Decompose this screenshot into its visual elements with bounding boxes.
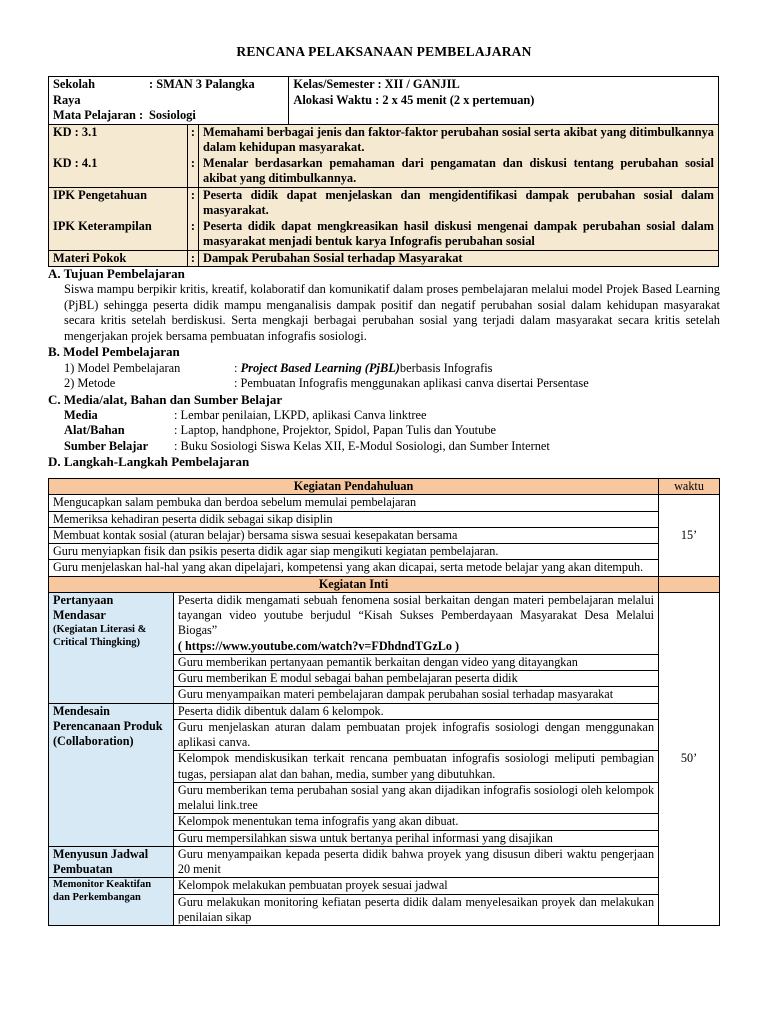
stage-memonitor: Memonitor Keaktifan dan Perkembangan	[49, 878, 174, 926]
inti-row: Guru menyampaikan kepada peserta didik bahwa proyek yang disusun diberi waktu pengerjaan 20 menit	[173, 846, 658, 878]
inti-waktu-blank	[659, 576, 720, 592]
ipk-colon-cell	[188, 187, 199, 250]
colon: :	[190, 124, 196, 139]
mapel-label: Mata Pelajaran :	[53, 108, 144, 122]
kd41-label: KD : 4.1	[53, 155, 98, 170]
inti-row-text: Peserta didik mengamati sebuah fenomena sosial berkaitan dengan materi pembelajaran melalui tayangan video youtube berjudul “Kisah Sukses Pemberdayaan Masyarakat Desa Melalui Biogas”	[177, 592, 655, 638]
kd31-text: Memahami berbagai jenis dan faktor-faktor perubahan sosial serta akibat yang ditimbulkannya dalam kehidupan masyarakat.	[203, 124, 714, 154]
model-row	[48, 361, 720, 377]
alokasi-text: Alokasi Waktu : 2 x 45 menit (2 x pertemuan)	[293, 92, 535, 107]
inti-row: Kelompok mendiskusikan terkait rencana pembuatan infografis sosiologi meliputi pembagian tugas, persiapan alat dan bahan, media, sumber yang dibutuhkan.	[173, 751, 658, 783]
metode-value: : Pembuatan Infografis menggunakan aplikasi canva disertai Persentase	[234, 376, 589, 390]
metode-label: 2) Metode	[64, 376, 116, 390]
section-d-heading: D. Langkah-Langkah Pembelajaran	[48, 454, 250, 470]
model-value: Project Based Learning (PjBL)	[240, 360, 400, 375]
inti-row: Peserta didik dibentuk dalam 6 kelompok.	[173, 703, 658, 719]
inti-head: Kegiatan Inti	[49, 576, 659, 592]
pendahuluan-row: Mengucapkan salam pembuka dan berdoa sebelum memulai pembelajaran	[49, 495, 659, 511]
inti-time: 50’	[659, 592, 720, 925]
class-cell	[289, 77, 719, 125]
inti-row: Guru mempersilahkan siswa untuk bertanya perihal informasi yang disajikan	[173, 830, 658, 846]
sekolah-label: Sekolah	[53, 77, 96, 91]
media-value: : Lembar penilaian, LKPD, aplikasi Canva linktree	[174, 407, 427, 422]
inti-row	[173, 592, 658, 654]
stage-mendesain: Mendesain Perencanaan Produk (Collaboration)	[49, 703, 174, 846]
materi-label: Materi Pokok	[49, 250, 188, 267]
pendahuluan-head: Kegiatan Pendahuluan	[49, 479, 659, 495]
inti-row: Guru memberikan pertanyaan pemantik berkaitan dengan video yang ditayangkan	[173, 654, 658, 670]
sections	[48, 266, 720, 471]
page-title: RENCANA PELAKSANAAN PEMBELAJARAN	[236, 44, 532, 59]
pendahuluan-row: Guru menjelaskan hal-hal yang akan dipelajari, kompetensi yang akan dicapai, serta metode belajar yang akan ditempuh.	[49, 560, 659, 576]
kd-label-cell	[49, 124, 188, 187]
materi-text: Dampak Perubahan Sosial terhadap Masyarakat	[199, 250, 719, 267]
mapel-value: Sosiologi	[149, 108, 196, 122]
sumber-value: : Buku Sosiologi Siswa Kelas XII, E-Modul Sosiologi, dan Sumber Internet	[174, 438, 550, 453]
kd-text-cell	[199, 124, 719, 187]
stage-pertanyaan	[49, 592, 174, 703]
inti-row: Guru menjelaskan aturan dalam pembuatan projek infografis sosiologi dengan menggunakan aplikasi canva.	[173, 719, 658, 751]
section-a-text: Siswa mampu berpikir kritis, kreatif, kolaboratif dan komunikatif dalam proses pembelajaran melalui model Projek Based Learning (PjBL) sehingga peserta didik mampu menganalisis dampak positif dan negatif perubahan sosial dalam kehidupan masyarakat secara kritis setelah berdiskusi. Serta mengkaji berbagai perubahan sosial yang terjadi dalam masyarakat secara kritis setelah mengerjakan projek bersama pembuatan infografis sosiologi.	[64, 282, 720, 343]
activities-table	[48, 478, 720, 926]
section-a-heading: A. Tujuan Pembelajaran	[48, 266, 185, 281]
pendahuluan-time: 15’	[659, 495, 720, 576]
metode-row	[48, 376, 720, 392]
alat-value: : Laptop, handphone, Projektor, Spidol, Papan Tulis dan Youtube	[174, 423, 497, 438]
alat-row	[48, 423, 720, 439]
sumber-label: Sumber Belajar	[64, 438, 149, 453]
model-label: 1) Model Pembelajaran	[64, 360, 181, 375]
alat-label: Alat/Bahan	[64, 423, 125, 438]
school-cell	[49, 77, 289, 125]
colon: :	[190, 155, 196, 170]
waktu-head: waktu	[659, 479, 720, 495]
stage-pertanyaan-title: Pertanyaan Mendasar	[53, 592, 114, 622]
pendahuluan-row: Guru menyiapkan fisik dan psikis peserta didik agar siap mengikuti kegiatan pembelajaran.	[49, 544, 659, 560]
inti-row: Kelompok melakukan pembuatan proyek sesuai jadwal	[173, 878, 658, 894]
media-row	[48, 408, 720, 424]
header-table	[48, 76, 719, 267]
ipk1-text: Peserta didik dapat menjelaskan dan mengidentifikasi dampak perubahan sosial dalam masyarakat.	[203, 187, 714, 217]
ipk1-label: IPK Pengetahuan	[53, 187, 147, 202]
kelas-text: Kelas/Semester : XII / GANJIL	[293, 77, 460, 91]
model-rest: berbasis Infografis	[399, 360, 493, 375]
inti-row: Kelompok menentukan tema infografis yang akan dibuat.	[173, 814, 658, 830]
model-colon: :	[234, 360, 238, 375]
section-c-heading: C. Media/alat, Bahan dan Sumber Belajar	[48, 391, 283, 407]
colon: :	[190, 218, 196, 233]
media-label: Media	[64, 407, 98, 422]
stage-pertanyaan-sub: (Kegiatan Literasi & Critical Thingking)	[53, 624, 147, 649]
inti-row: Guru memberikan E modul sebagai bahan pembelajaran peserta didik	[173, 671, 658, 687]
section-b-heading: B. Model Pembelajaran	[48, 344, 180, 360]
youtube-link[interactable]: ( https://www.youtube.com/watch?v=FDhdndTGzLo )	[177, 638, 460, 653]
inti-row: Guru memberikan tema perubahan sosial yang akan dijadikan infografis sosiologi oleh kelompok melalui link.tree	[173, 782, 658, 814]
pendahuluan-row: Membuat kontak sosial (aturan belajar) bersama siswa sesuai kesepakatan bersama	[49, 527, 659, 543]
sekolah-value: : SMAN 3 Palangka Raya	[53, 77, 255, 107]
stage-jadwal: Menyusun Jadwal Pembuatan	[49, 846, 174, 878]
ipk2-label: IPK Keterampilan	[53, 218, 152, 233]
colon: :	[190, 187, 196, 202]
ipk2-text: Peserta didik dapat mengkreasikan hasil diskusi mengenai dampak perubahan sosial dalam masyarakat menjadi bentuk karya Infografis perubahan sosial	[203, 218, 714, 248]
materi-colon: :	[188, 250, 199, 267]
ipk-label-cell	[49, 187, 188, 250]
kd-colon-cell	[188, 124, 199, 187]
kd31-label: KD : 3.1	[53, 124, 98, 139]
pendahuluan-row: Memeriksa kehadiran peserta didik sebagai sikap disiplin	[49, 511, 659, 527]
inti-row: Guru melakukan monitoring kefiatan peserta didik dalam menyelesaikan proyek dan melakukan penilaian sikap	[173, 894, 658, 926]
inti-row: Guru menyampaikan materi pembelajaran dampak perubahan sosial terhadap masyarakat	[173, 687, 658, 703]
kd41-text: Menalar berdasarkan pemahaman dari pengamatan dan diskusi tentang perubahan sosial akibat yang ditimbulkannya.	[203, 155, 714, 185]
sumber-row	[48, 439, 720, 455]
ipk-text-cell	[199, 187, 719, 250]
